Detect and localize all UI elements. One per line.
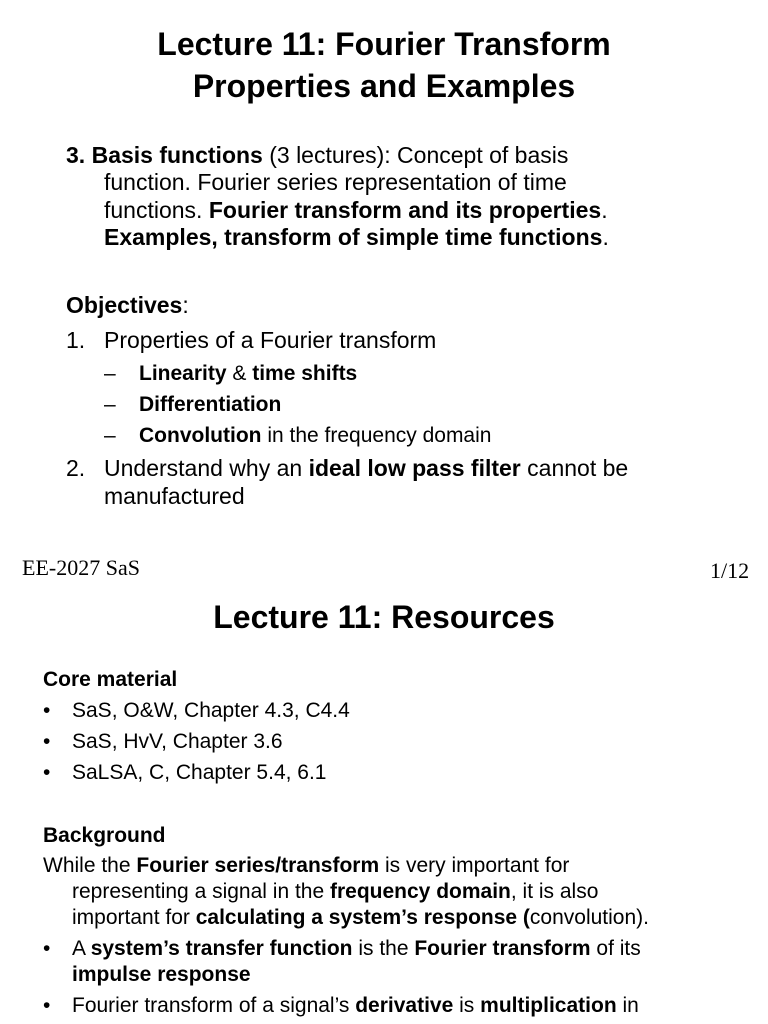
background-line3 <box>72 905 649 930</box>
basis-line4 <box>104 224 609 251</box>
sub-3-text <box>139 423 491 448</box>
footer-page-number: 1/12 <box>710 558 750 583</box>
bg-l1-post: is very important for <box>379 854 570 877</box>
core-bullet-1: • <box>43 699 51 722</box>
slide2-title: Lecture 11: Resources <box>213 599 555 635</box>
core-item-3: SaLSA, C, Chapter 5.4, 6.1 <box>72 761 327 784</box>
objective-1-text: Properties of a Fourier transform <box>104 327 437 353</box>
sub-2-text: Differentiation <box>139 393 282 416</box>
core-item-2: SaS, HvV, Chapter 3.6 <box>72 730 283 753</box>
basis-line3 <box>104 197 608 224</box>
sub-2-dash: – <box>104 393 116 416</box>
bg-bullet-1-line2: impulse response <box>72 963 251 986</box>
sub-1-bold2: time shifts <box>252 362 358 385</box>
bg-bullet-2: • <box>43 994 51 1017</box>
b1-bold2: Fourier transform <box>414 937 591 960</box>
b1-mid: is the <box>352 937 415 960</box>
bg-bullet-2-line1 <box>72 993 639 1018</box>
background-line1 <box>43 853 569 878</box>
sub-3-dash: – <box>104 424 116 447</box>
objective-2-line2: manufactured <box>104 483 245 509</box>
basis-line4-post: . <box>602 224 609 250</box>
bg-l2-bold: frequency domain <box>330 880 511 903</box>
sub-3-rest: in the frequency domain <box>261 424 492 447</box>
b2-bold2: multiplication <box>480 994 617 1017</box>
background-heading: Background <box>43 824 166 847</box>
bg-l1-bold: Fourier series/transform <box>136 854 380 877</box>
sub-3-bold: Convolution <box>139 424 262 447</box>
sub-1-text <box>139 361 357 386</box>
basis-line3-post: . <box>601 197 608 223</box>
objectives-colon: : <box>182 292 189 318</box>
bg-l1-pre: While the <box>43 854 137 877</box>
basis-line2: function. Fourier series representation of time <box>104 169 567 195</box>
core-heading: Core material <box>43 668 178 691</box>
slide1-title-line1: Lecture 11: Fourier Transform <box>157 26 611 62</box>
basis-text1: (3 lectures): Concept of basis <box>262 142 569 168</box>
basis-line4-bold: Examples, transform of simple time functions <box>104 224 603 250</box>
bg-bullet-1: • <box>43 937 51 960</box>
objective-2-number: 2. <box>66 455 86 481</box>
bg-l3-post: convolution). <box>529 906 649 929</box>
objective-2-post: cannot be <box>520 455 629 481</box>
objectives-label: Objectives <box>66 292 183 318</box>
objective-2-pre: Understand why an <box>104 455 309 481</box>
b1-pre: A <box>72 937 91 960</box>
slide1-title-line2: Properties and Examples <box>192 68 576 104</box>
basis-heading: Basis functions <box>91 142 263 168</box>
basis-line3-pre: functions. <box>104 197 209 223</box>
bg-bullet-1-line1 <box>72 936 641 961</box>
b2-mid: is <box>453 994 481 1017</box>
core-item-1: SaS, O&W, Chapter 4.3, C4.4 <box>72 699 350 722</box>
sub-1-bold1: Linearity <box>139 362 227 385</box>
basis-line3-bold: Fourier transform and its properties <box>208 197 602 223</box>
bg-l2-pre: representing a signal in the <box>72 880 330 903</box>
b2-pre: Fourier transform of a signal’s <box>72 994 356 1017</box>
objective-1-number: 1. <box>66 327 86 353</box>
basis-line1 <box>66 142 568 169</box>
footer-course-code: EE-2027 SaS <box>22 555 140 580</box>
bg-l3-bold: calculating a system’s response ( <box>195 906 530 929</box>
objective-2-bold: ideal low pass filter <box>308 455 521 481</box>
background-line2 <box>72 879 598 904</box>
b2-post: in <box>616 994 639 1017</box>
objectives-heading <box>66 292 189 319</box>
bg-l3-pre: important for <box>72 906 196 929</box>
objective-2-line1 <box>104 455 628 482</box>
core-bullet-3: • <box>43 761 51 784</box>
sub-1-dash: – <box>104 362 116 385</box>
b1-bold1: system’s transfer function <box>90 937 353 960</box>
sub-1-mid: & <box>226 362 253 385</box>
b2-bold1: derivative <box>355 994 454 1017</box>
basis-number: 3. <box>66 142 92 168</box>
bg-l2-post: , it is also <box>510 880 599 903</box>
core-bullet-2: • <box>43 730 51 753</box>
b1-post: of its <box>590 937 641 960</box>
